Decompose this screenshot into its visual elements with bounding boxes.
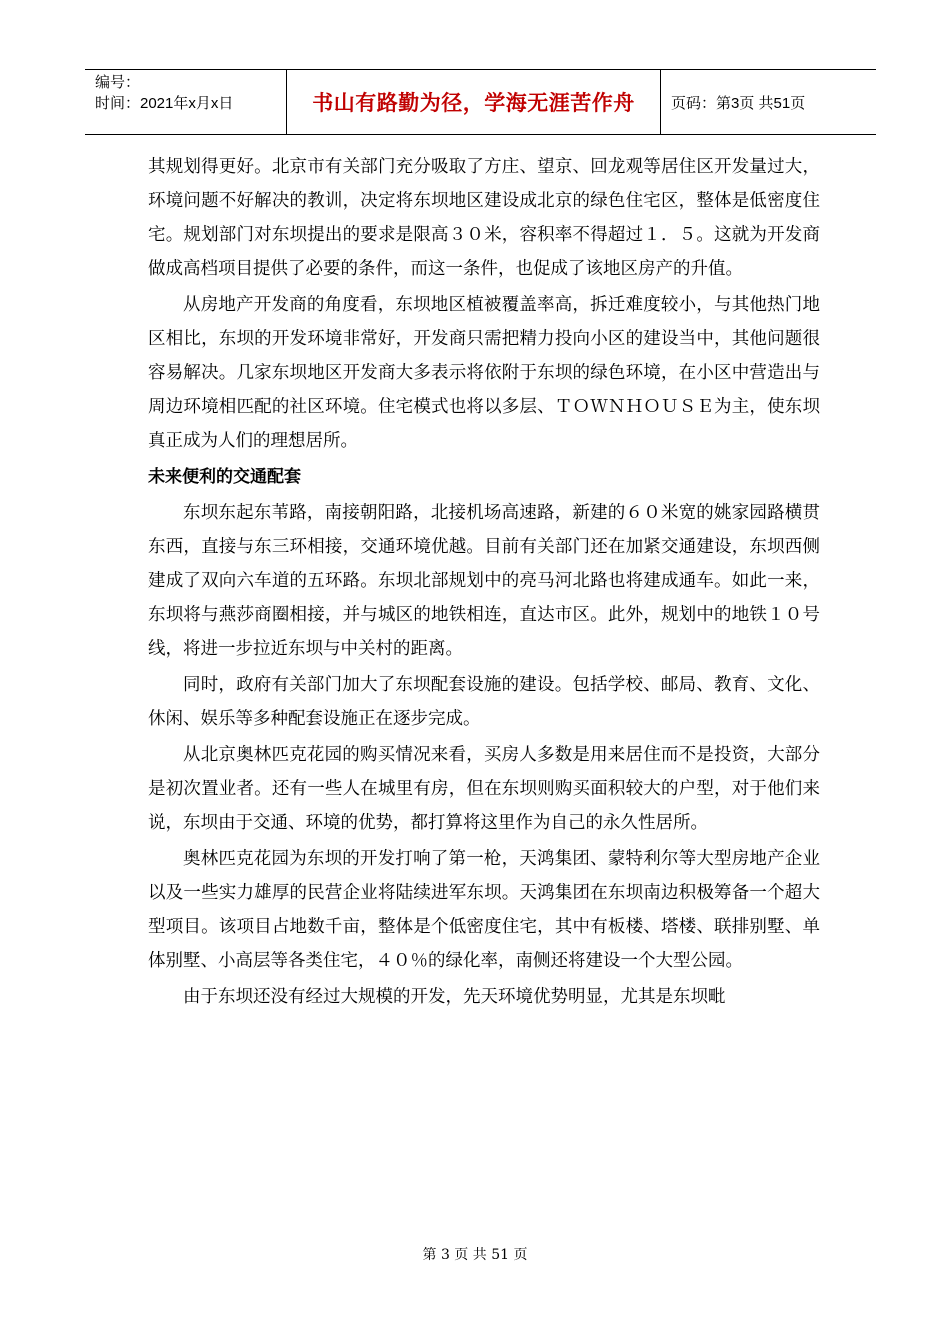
paragraph: 其规划得更好。北京市有关部门充分吸取了方庄、望京、回龙观等居住区开发量过大，环境问题不好解决的教训，决定将东坝地区建设成北京的绿色住宅区，整体是低密度住宅。规划部门对东坝提出的要求是限高３０米，容积率不得超过１．５。这就为开发商做成高档项目提供了必要的条件，而这一条件，也促成了该地区房产的升值。	[148, 157, 820, 279]
header-page-info: 页码：第3页 共51页	[671, 94, 806, 112]
paragraph: 由于东坝还没有经过大规模的开发，先天环境优势明显，尤其是东坝毗	[183, 987, 726, 1007]
time-label: 时间：2021年x月x日	[95, 95, 234, 112]
paragraph: 东坝东起东苇路，南接朝阳路，北接机场高速路，新建的６０米宽的姚家园路横贯东西，直接与东三环相接，交通环境优越。目前有关部门还在加紧交通建设，东坝西侧建成了双向六车道的五环路。东坝北部规划中的亮马河北路也将建成通车。如此一来，东坝将与燕莎商圈相接，并与城区的地铁相连，直达市区。此外，规划中的地铁１０号线，将进一步拉近东坝与中关村的距离。	[148, 503, 820, 659]
number-label: 编号：	[95, 74, 141, 91]
paragraph: 同时，政府有关部门加大了东坝配套设施的建设。包括学校、邮局、教育、文化、休闲、娱乐等多种配套设施正在逐步完成。	[148, 675, 820, 729]
header-meta	[85, 70, 287, 134]
paragraph: 从北京奥林匹克花园的购买情况来看，买房人多数是用来居住而不是投资，大部分是初次置业者。还有一些人在城里有房，但在东坝则购买面积较大的户型，对于他们来说，东坝由于交通、环境的优势，都打算将这里作为自己的永久性居所。	[148, 745, 820, 833]
header-motto: 书山有路勤为径，学海无涯苦作舟	[287, 70, 661, 134]
document-header	[85, 69, 876, 135]
paragraph: 奥林匹克花园为东坝的开发打响了第一枪，天鸿集团、蒙特利尔等大型房地产企业以及一些实力雄厚的民营企业将陆续进军东坝。天鸿集团在东坝南边积极筹备一个超大型项目。该项目占地数千亩，整体是个低密度住宅，其中有板楼、塔楼、联排别墅、单体别墅、小高层等各类住宅，４０％的绿化率，南侧还将建设一个大型公园。	[148, 849, 820, 971]
paragraph: 从房地产开发商的角度看，东坝地区植被覆盖率高，拆迁难度较小，与其他热门地区相比，东坝的开发环境非常好，开发商只需把精力投向小区的建设当中，其他问题很容易解决。几家东坝地区开发商大多表示将依附于东坝的绿色环境，在小区中营造出与周边环境相匹配的社区环境。住宅模式也将以多层、ＴＯＷＮＨＯＵＳＥ为主，使东坝真正成为人们的理想居所。	[148, 295, 820, 451]
section-heading: 未来便利的交通配套	[148, 467, 301, 487]
page-footer: 第 3 页 共 51 页	[422, 1247, 528, 1263]
document-body	[148, 150, 820, 1016]
